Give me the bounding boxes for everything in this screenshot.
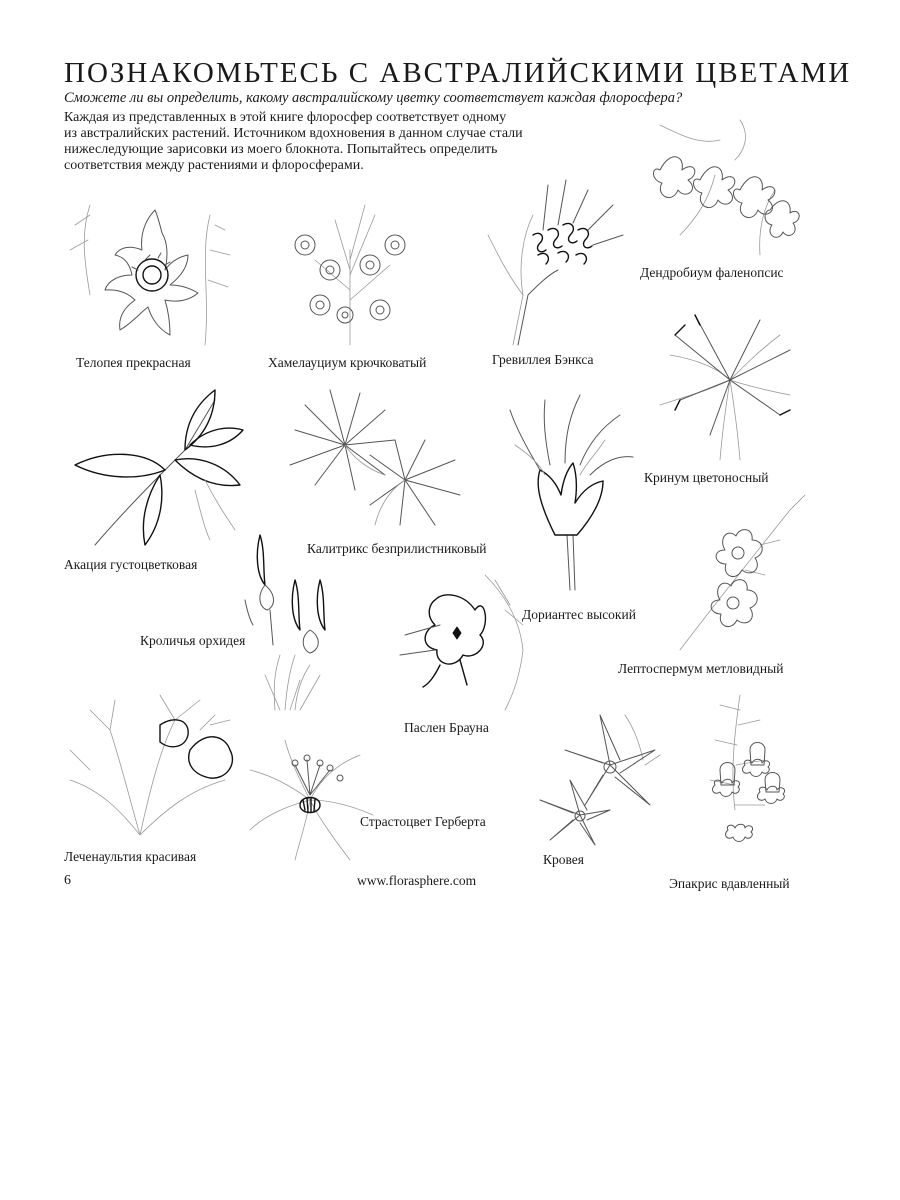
- plant-label: Дориантес высокий: [522, 607, 636, 622]
- plant-label: Эпакрис вдавленный: [669, 876, 790, 891]
- grevillea-sketch-icon: [478, 175, 628, 350]
- page-subtitle: Сможете ли вы определить, какому австралийскому цветку соответствует каждая флоросфера?: [64, 90, 683, 106]
- plant-label: Гревиллея Бэнкса: [492, 352, 594, 367]
- plant-label: Кринум цветоносный: [644, 470, 769, 485]
- leptospermum-sketch-icon: [670, 490, 820, 655]
- passiflora-sketch-icon: [245, 730, 375, 865]
- page-number: 6: [64, 873, 71, 888]
- lechenaultia-sketch-icon: [60, 670, 245, 840]
- plant-label: Страстоцвет Герберта: [360, 814, 486, 829]
- plant-label: Калитрикс безприлистниковый: [307, 541, 487, 556]
- dendrobium-sketch-icon: [640, 115, 810, 260]
- plant-label: Дендробиум фаленопсис: [640, 265, 784, 280]
- page-title: ПОЗНАКОМЬТЕСЬ С АВСТРАЛИЙСКИМИ ЦВЕТАМИ: [64, 57, 852, 89]
- rabbit-orchid-sketch-icon: [235, 525, 345, 715]
- intro-text: [64, 110, 624, 174]
- crinum-sketch-icon: [650, 295, 800, 465]
- chamelaucium-sketch-icon: [275, 190, 425, 350]
- plant-label: Телопея прекрасная: [76, 355, 191, 370]
- telopea-sketch-icon: [60, 195, 240, 350]
- plant-label: Паслен Брауна: [404, 720, 489, 735]
- solanum-sketch-icon: [395, 565, 535, 715]
- plant-label: Кроличья орхидея: [140, 633, 246, 648]
- intro-line: соответствия между растениями и флоросферами.: [64, 158, 364, 173]
- plant-label: Акация густоцветковая: [64, 557, 198, 572]
- plant-label: Кровея: [543, 852, 585, 867]
- intro-line: из австралийских растений. Источником вдохновения в данном случае стали: [64, 126, 523, 141]
- intro-line: нижеследующие зарисовки из моего блокнота. Попытайтесь определить: [64, 142, 498, 157]
- calytrix-sketch-icon: [285, 385, 465, 530]
- epacris-sketch-icon: [690, 690, 815, 865]
- crowea-sketch-icon: [525, 705, 665, 850]
- plant-label: Леченаультия красивая: [64, 849, 197, 864]
- plant-label: Лептоспермум метловидный: [618, 661, 784, 676]
- intro-line: Каждая из представленных в этой книге флоросфер соответствует одному: [64, 110, 507, 125]
- plant-label: Хамелауциум крючковатый: [268, 355, 427, 370]
- website-link[interactable]: www.florasphere.com: [357, 873, 477, 888]
- acacia-sketch-icon: [65, 380, 245, 550]
- doryanthes-sketch-icon: [495, 385, 635, 595]
